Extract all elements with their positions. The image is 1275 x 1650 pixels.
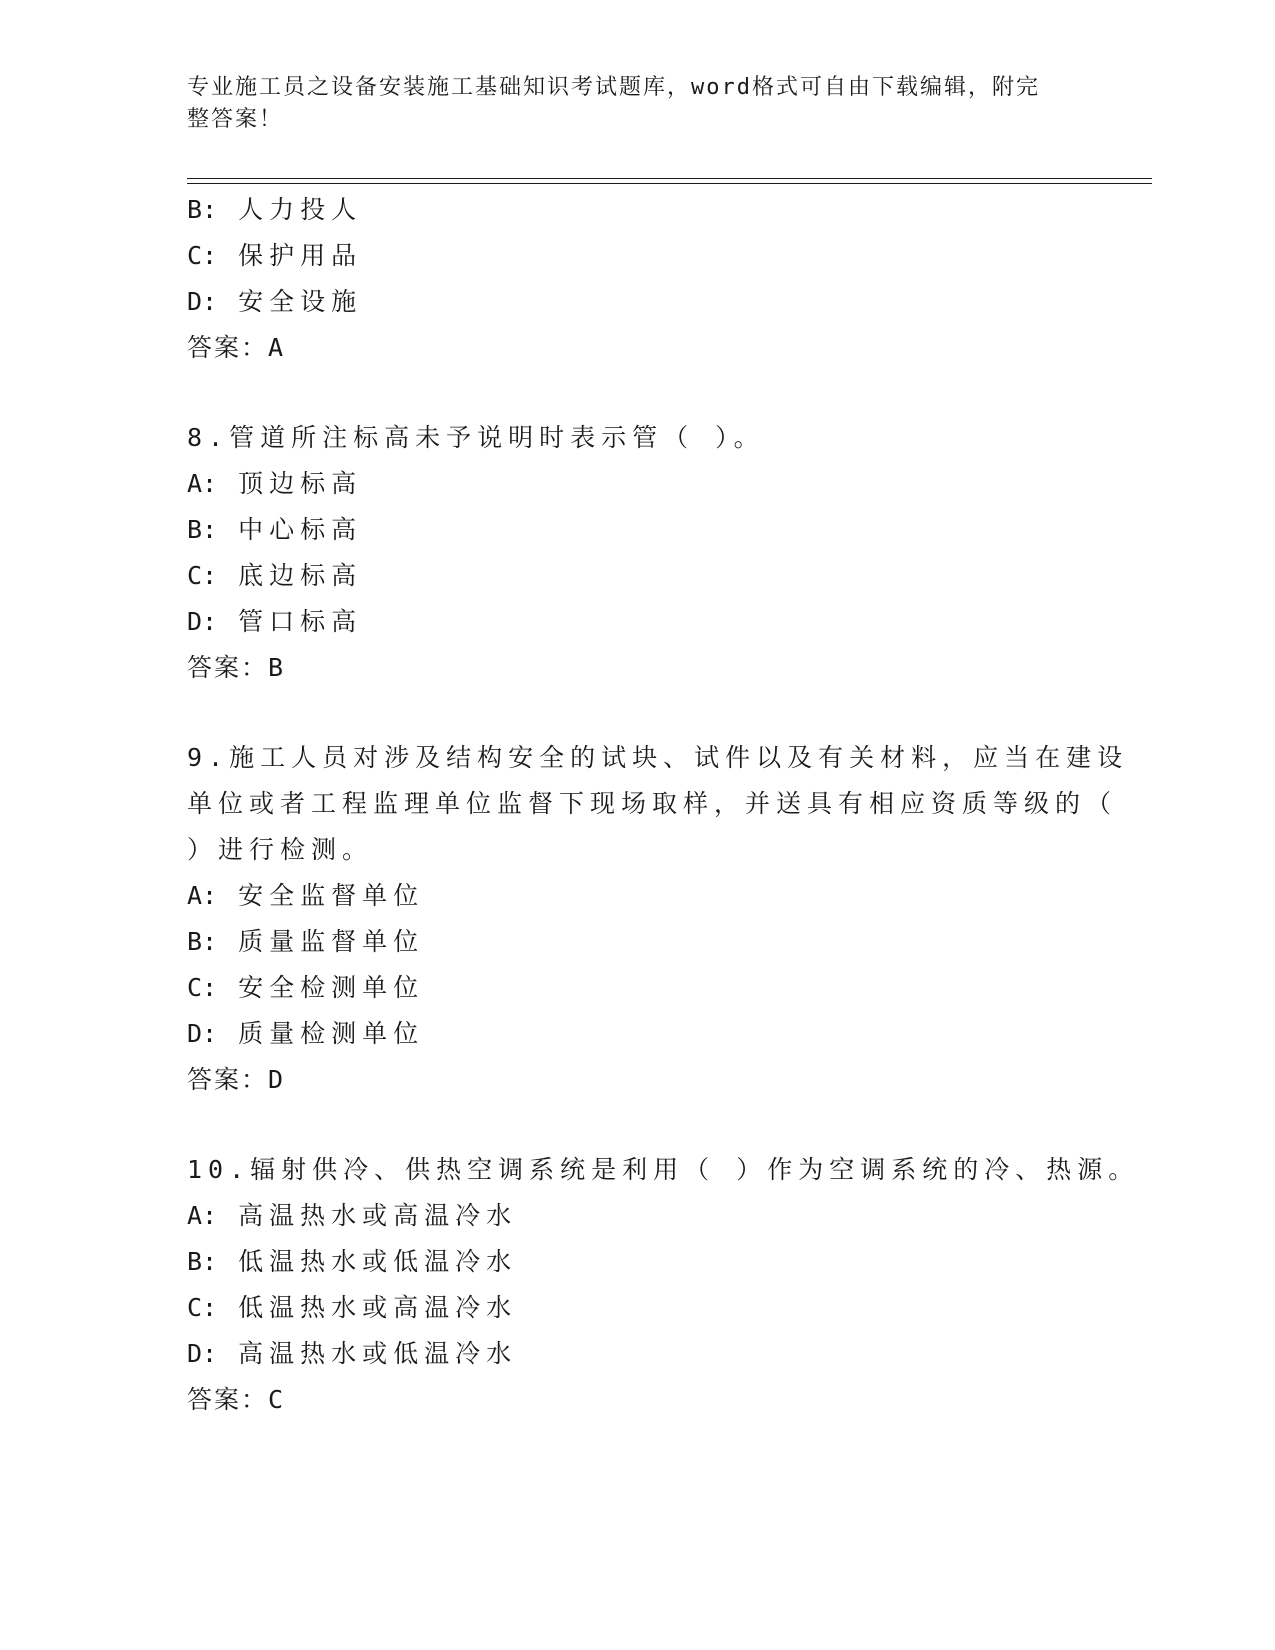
header-divider-bottom [187, 183, 1152, 184]
option-b: B: 中心标高 [187, 515, 363, 544]
document-header [187, 72, 1067, 136]
answer-line: 答案：B [187, 653, 285, 682]
header-title-line-2: 整答案！ [187, 107, 284, 132]
answer-line: 答案：C [187, 1385, 285, 1414]
question-stem: 8.管道所注标高未予说明时表示管（ ）。 [187, 423, 765, 452]
option-c: C: 安全检测单位 [187, 973, 425, 1002]
question-stem-line-3: ）进行检测。 [187, 835, 374, 864]
answer-line: 答案：D [187, 1065, 285, 1094]
question-stem-line-1: 9.施工人员对涉及结构安全的试块、试件以及有关材料，应当在建设 [187, 743, 1129, 772]
option-c: C: 低温热水或高温冷水 [187, 1293, 518, 1322]
option-a: A: 顶边标高 [187, 469, 363, 498]
option-d: D: 管口标高 [187, 607, 363, 636]
question-stem-line-2: 单位或者工程监理单位监督下现场取样，并送具有相应资质等级的（ [187, 789, 1118, 818]
question-9 [187, 735, 1129, 1103]
prev-question-block [187, 187, 1087, 371]
option-b: B: 低温热水或低温冷水 [187, 1247, 518, 1276]
answer-line: 答案：A [187, 333, 285, 362]
option-a: A: 安全监督单位 [187, 881, 425, 910]
question-list [187, 187, 1140, 1423]
option-c: C: 底边标高 [187, 561, 363, 590]
option-d: D: 高温热水或低温冷水 [187, 1339, 518, 1368]
option-c: C: 保护用品 [187, 241, 363, 270]
question-10 [187, 1147, 1140, 1423]
option-d: D: 质量检测单位 [187, 1019, 425, 1048]
option-b: B: 质量监督单位 [187, 927, 425, 956]
question-stem: 10.辐射供冷、供热空调系统是利用（ ）作为空调系统的冷、热源。 [187, 1155, 1140, 1184]
option-d: D: 安全设施 [187, 287, 363, 316]
question-8 [187, 415, 1087, 691]
option-b: B: 人力投人 [187, 195, 363, 224]
option-a: A: 高温热水或高温冷水 [187, 1201, 518, 1230]
header-title-line-1: 专业施工员之设备安装施工基础知识考试题库，word格式可自由下载编辑，附完 [187, 75, 1040, 100]
header-divider-top [187, 178, 1152, 179]
